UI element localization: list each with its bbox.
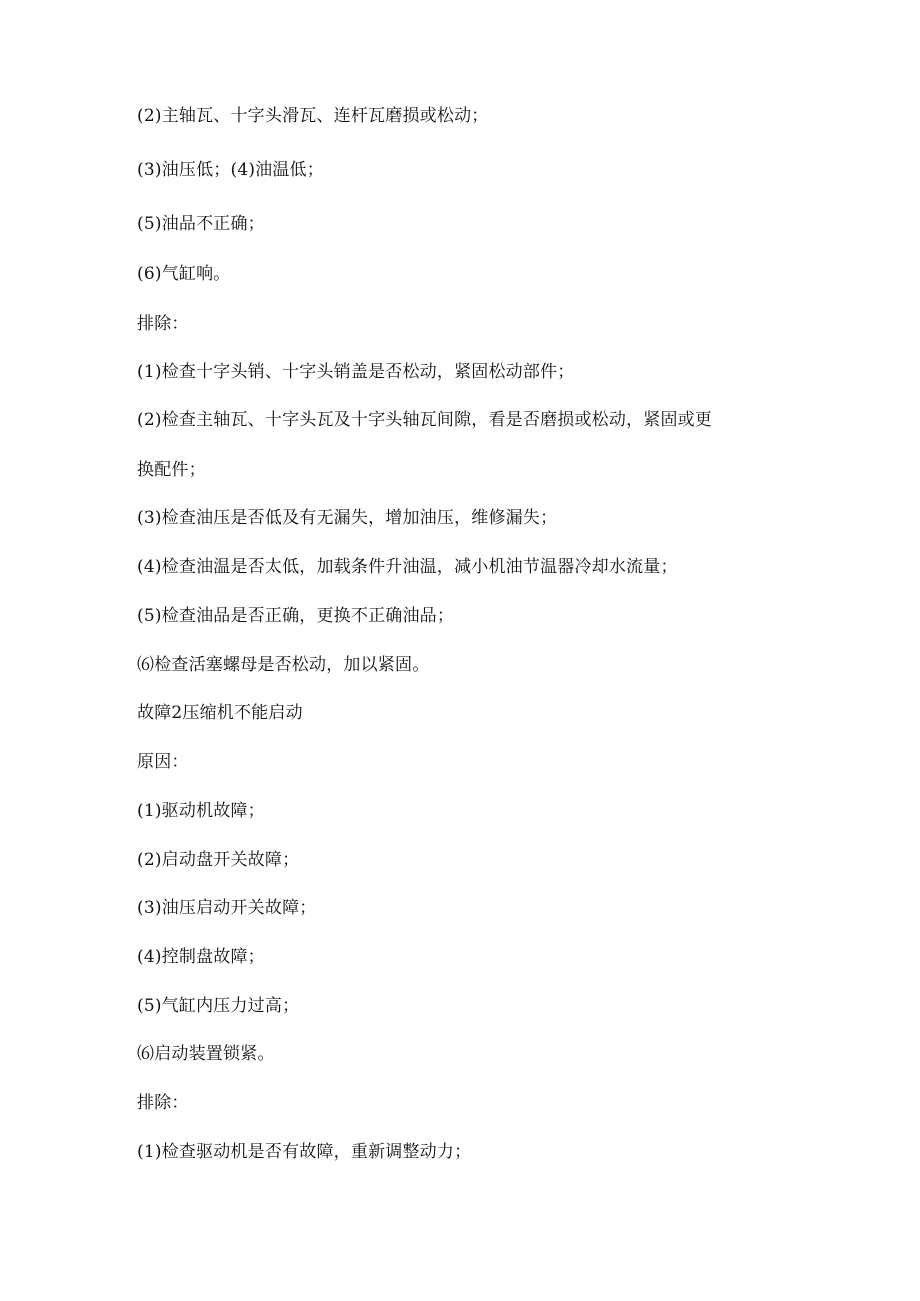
text-line: (5)气缸内压力过高； — [137, 996, 300, 1016]
text-line: 原因： — [137, 752, 189, 772]
text-line: (4)控制盘故障； — [137, 947, 265, 967]
text-line: (2)检查主轴瓦、十字头瓦及十字头轴瓦间隙，看是否磨损或松动，紧固或更 — [137, 410, 713, 430]
text-line: (5)油品不正确； — [137, 214, 265, 234]
section-heading: 故障2压缩机不能启动 — [137, 703, 303, 723]
text-line: (2)主轴瓦、十字头滑瓦、连杆瓦磨损或松动； — [137, 106, 489, 126]
text-line: (6)气缸响。 — [137, 264, 231, 284]
text-line: 排除： — [137, 314, 189, 334]
text-line: (4)检查油温是否太低，加载条件升油温，减小机油节温器冷却水流量； — [137, 557, 678, 577]
text-line: 换配件； — [137, 460, 206, 480]
text-line: (2)启动盘开关故障； — [137, 850, 300, 870]
text-line: (3)油压低；(4)油温低； — [137, 160, 324, 180]
text-line: (5)检查油品是否正确，更换不正确油品； — [137, 606, 455, 626]
text-line: (3)油压启动开关故障； — [137, 898, 317, 918]
text-line: (1)检查驱动机是否有故障，重新调整动力； — [137, 1142, 472, 1162]
text-line: (1)驱动机故障； — [137, 801, 265, 821]
text-line: (3)检查油压是否低及有无漏失，增加油压，维修漏失； — [137, 508, 558, 528]
text-line: ⑹检查活塞螺母是否松动，加以紧固。 — [137, 655, 430, 675]
text-line: 排除： — [137, 1093, 189, 1113]
text-line: (1)检查十字头销、十字头销盖是否松动，紧固松动部件； — [137, 362, 575, 382]
text-line: ⑹启动装置锁紧。 — [137, 1044, 275, 1064]
